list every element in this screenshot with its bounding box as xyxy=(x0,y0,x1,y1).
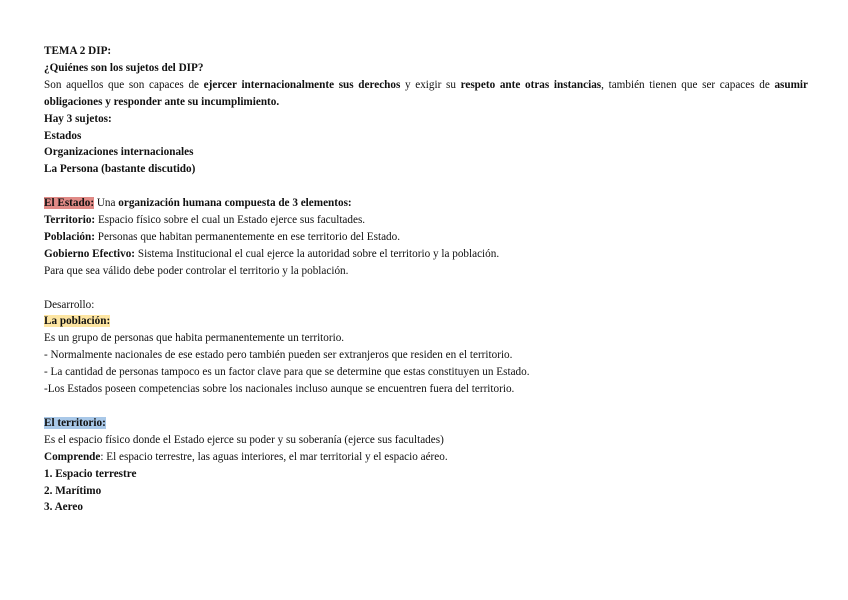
estado-elemento: Población: Personas que habitan permanentemente en ese territorio del Estado. xyxy=(44,230,401,243)
question-heading: ¿Quiénes son los sujetos del DIP? xyxy=(44,61,204,74)
territorio-label: El territorio: xyxy=(44,416,106,429)
poblacion-heading xyxy=(44,313,808,330)
poblacion-label: La población: xyxy=(44,315,111,328)
estado-label: El Estado: xyxy=(44,197,95,210)
spacer xyxy=(44,178,808,195)
spacer xyxy=(44,280,808,297)
poblacion-line: - Normalmente nacionales de ese estado pero también pueden ser extranjeros que residen en el territorio. xyxy=(44,349,513,362)
poblacion-line: - La cantidad de personas tampoco es un factor clave para que se determine que estas constituyen un Estado. xyxy=(44,366,530,379)
estado-validez: Para que sea válido debe poder controlar el territorio y la población. xyxy=(44,264,349,277)
poblacion-line: -Los Estados poseen competencias sobre los nacionales incluso aunque se encuentren fuera del territorio. xyxy=(44,383,515,396)
sujeto-item: La Persona (bastante discutido) xyxy=(44,163,196,176)
intro-paragraph: Son aquellos que son capaces de ejercer internacionalmente sus derechos y exigir su respeto ante otras instancias, también tienen que ser capaces de asumir obligaciones y responder ante su incumplimiento. xyxy=(44,78,808,108)
territorio-comprende: Comprende: El espacio terrestre, las aguas interiores, el mar territorial y el espacio aéreo. xyxy=(44,450,448,463)
sujetos-heading: Hay 3 sujetos: xyxy=(44,112,112,125)
document-body xyxy=(44,43,808,516)
desarrollo-label: Desarrollo: xyxy=(44,298,95,311)
territorio-heading xyxy=(44,415,808,432)
territorio-item: 3. Aereo xyxy=(44,501,83,514)
territorio-line: Es el espacio físico donde el Estado ejerce su poder y su soberanía (ejerce sus facultades) xyxy=(44,433,444,446)
territorio-item: 2. Marítimo xyxy=(44,484,102,497)
territorio-item: 1. Espacio terrestre xyxy=(44,467,137,480)
estado-elemento: Territorio: Espacio físico sobre el cual un Estado ejerce sus facultades. xyxy=(44,214,366,227)
estado-definition: El Estado: Una organización humana compuesta de 3 elementos: xyxy=(44,197,352,210)
sujeto-item: Organizaciones internacionales xyxy=(44,146,194,159)
poblacion-line: Es un grupo de personas que habita permanentemente un territorio. xyxy=(44,332,345,345)
estado-elemento: Gobierno Efectivo: Sistema Institucional el cual ejerce la autoridad sobre el territorio y la población. xyxy=(44,247,500,260)
document-title: TEMA 2 DIP: xyxy=(44,45,112,57)
spacer xyxy=(44,398,808,415)
sujeto-item: Estados xyxy=(44,129,82,142)
